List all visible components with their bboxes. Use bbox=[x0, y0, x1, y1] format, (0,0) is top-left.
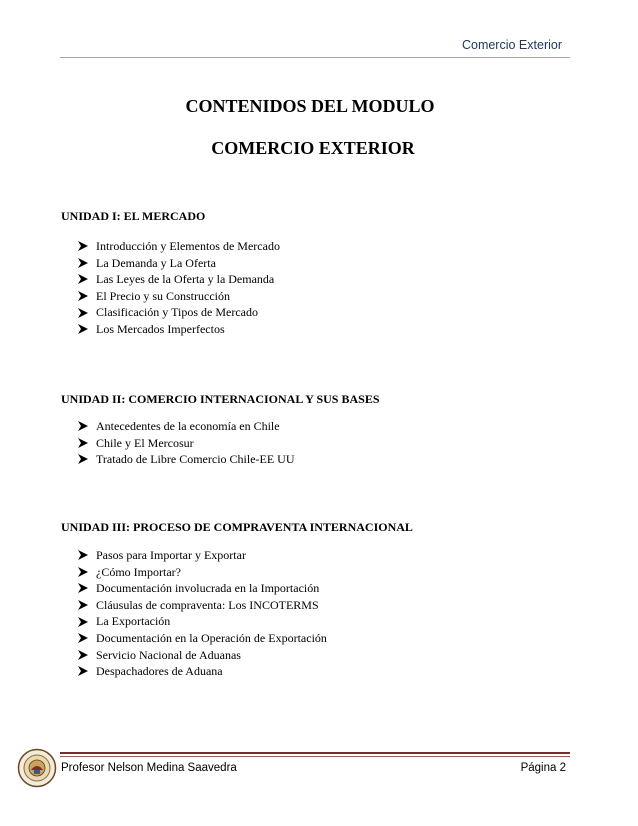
list-item bbox=[78, 451, 295, 468]
list-item-text: Pasos para Importar y Exportar bbox=[96, 548, 246, 562]
list-item-text: Tratado de Libre Comercio Chile-EE UU bbox=[96, 452, 295, 467]
list-item-text: Las Leyes de la Oferta y la Demanda bbox=[96, 272, 275, 287]
arrow-bullet-icon bbox=[78, 291, 96, 301]
footer-divider-thin bbox=[60, 756, 570, 757]
list-item-text: Introducción y Elementos de Mercado bbox=[96, 239, 280, 253]
arrow-bullet-icon bbox=[78, 583, 96, 593]
list-item-text: Documentación involucrada en la Importación bbox=[96, 581, 320, 596]
arrow-bullet-icon bbox=[78, 666, 96, 676]
footer-page-number: Página 2 bbox=[520, 762, 566, 774]
list-item bbox=[78, 435, 295, 452]
list-item bbox=[78, 597, 327, 614]
list-item-text: ¿Cómo Importar? bbox=[96, 564, 181, 579]
institution-seal-icon bbox=[17, 748, 57, 788]
document-subtitle: COMERCIO EXTERIOR bbox=[211, 138, 415, 158]
list-item-text: El Precio y su Construcción bbox=[96, 288, 230, 303]
unit-2-list bbox=[78, 418, 295, 468]
list-item bbox=[78, 271, 280, 288]
unit-1-heading: UNIDAD I: EL MERCADO bbox=[61, 209, 206, 223]
arrow-bullet-icon bbox=[78, 324, 96, 334]
list-item bbox=[78, 255, 280, 272]
arrow-bullet-icon bbox=[78, 550, 96, 560]
arrow-bullet-icon bbox=[78, 633, 96, 643]
arrow-bullet-icon bbox=[78, 600, 96, 610]
list-item bbox=[78, 321, 280, 338]
list-item bbox=[78, 564, 327, 581]
list-item-text: Servicio Nacional de Aduanas bbox=[96, 647, 241, 662]
list-item-text: Documentación en la Operación de Exportación bbox=[96, 630, 327, 645]
list-item-text: La Exportación bbox=[96, 614, 171, 629]
list-item bbox=[78, 613, 327, 630]
list-item bbox=[78, 647, 327, 664]
list-item bbox=[78, 630, 327, 647]
header-divider bbox=[60, 57, 570, 58]
list-item-text: Cláusulas de compraventa: Los INCOTERMS bbox=[96, 597, 319, 612]
unit-3-list bbox=[78, 547, 327, 680]
list-item bbox=[78, 304, 280, 321]
arrow-bullet-icon bbox=[78, 650, 96, 660]
list-item bbox=[78, 288, 280, 305]
list-item bbox=[78, 238, 280, 255]
arrow-bullet-icon bbox=[78, 421, 96, 431]
list-item-text: Clasificación y Tipos de Mercado bbox=[96, 305, 258, 320]
list-item-text: Antecedentes de la economía en Chile bbox=[96, 419, 280, 433]
list-item bbox=[78, 547, 327, 564]
unit-3-heading: UNIDAD III: PROCESO DE COMPRAVENTA INTERNACIONAL bbox=[61, 520, 413, 534]
arrow-bullet-icon bbox=[78, 438, 96, 448]
arrow-bullet-icon bbox=[78, 617, 96, 627]
document-title: CONTENIDOS DEL MODULO bbox=[185, 96, 435, 116]
unit-2-heading: UNIDAD II: COMERCIO INTERNACIONAL Y SUS BASES bbox=[61, 392, 380, 406]
list-item bbox=[78, 580, 327, 597]
unit-1-list bbox=[78, 238, 280, 338]
list-item-text: Chile y El Mercosur bbox=[96, 435, 194, 450]
arrow-bullet-icon bbox=[78, 241, 96, 251]
arrow-bullet-icon bbox=[78, 567, 96, 577]
running-header-title: Comercio Exterior bbox=[461, 38, 562, 52]
list-item-text: La Demanda y La Oferta bbox=[96, 255, 216, 270]
arrow-bullet-icon bbox=[78, 308, 96, 318]
list-item-text: Los Mercados Imperfectos bbox=[96, 321, 225, 336]
arrow-bullet-icon bbox=[78, 258, 96, 268]
list-item bbox=[78, 663, 327, 680]
arrow-bullet-icon bbox=[78, 454, 96, 464]
list-item-text: Despachadores de Aduana bbox=[96, 664, 223, 679]
arrow-bullet-icon bbox=[78, 274, 96, 284]
footer-author: Profesor Nelson Medina Saavedra bbox=[61, 762, 237, 774]
list-item bbox=[78, 418, 295, 435]
footer-divider-thick bbox=[60, 752, 570, 754]
